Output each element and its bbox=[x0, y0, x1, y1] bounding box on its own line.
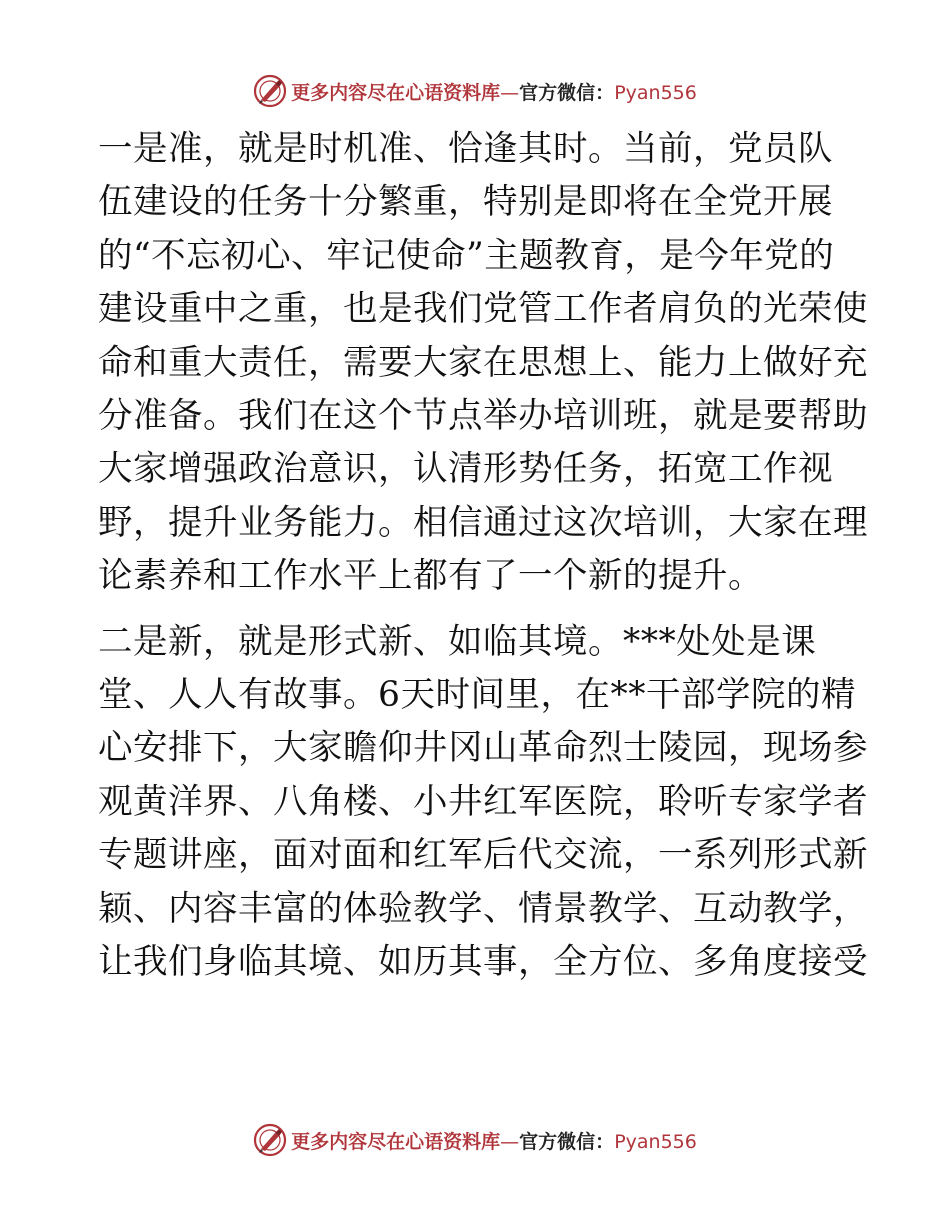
header-banner bbox=[0, 71, 950, 111]
paragraph-2 bbox=[98, 616, 868, 990]
banner-text bbox=[291, 1127, 697, 1154]
text-line: 分准备。我们在这个节点举办培训班，就是要帮助 bbox=[98, 396, 868, 437]
text-line: 心安排下，大家瞻仰井冈山革命烈士陵园，现场参 bbox=[98, 728, 868, 769]
text-line: 论素养和工作水平上都有了一个新的提升。 bbox=[98, 556, 763, 597]
text-line: 命和重大责任，需要大家在思想上、能力上做好充 bbox=[98, 342, 868, 383]
text-line: 大家增强政治意识，认清形势任务，拓宽工作视 bbox=[98, 449, 833, 490]
footer-banner bbox=[0, 1120, 950, 1160]
banner-separator: — bbox=[500, 81, 520, 104]
banner-wechat-label: 官方微信： bbox=[519, 1130, 615, 1153]
paragraph-spacer bbox=[98, 604, 852, 616]
text-line: 让我们身临其境、如历其事，全方位、多角度接受 bbox=[98, 942, 868, 983]
banner-text bbox=[291, 78, 697, 105]
text-line: 观黄洋界、八角楼、小井红军医院，聆听专家学者 bbox=[98, 781, 868, 822]
banner-site-text: 更多内容尽在心语资料库 bbox=[291, 81, 501, 104]
banner-wechat-id: Pyan556 bbox=[614, 1130, 697, 1153]
banner-wechat-label: 官方微信： bbox=[519, 81, 615, 104]
banner-separator: — bbox=[500, 1130, 520, 1153]
text-line: 专题讲座，面对面和红军后代交流，一系列形式新 bbox=[98, 835, 868, 876]
text-line: 伍建设的任务十分繁重，特别是即将在全党开展 bbox=[98, 182, 833, 223]
banner-site-text: 更多内容尽在心语资料库 bbox=[291, 1130, 501, 1153]
text-line: 一是准，就是时机准、恰逢其时。当前，党员队 bbox=[98, 129, 833, 169]
text-line: 建设重中之重，也是我们党管工作者肩负的光荣使 bbox=[98, 289, 868, 330]
text-line: 野，提升业务能力。相信通过这次培训，大家在理 bbox=[98, 502, 868, 543]
pen-logo-icon bbox=[253, 1123, 287, 1157]
banner-wechat-id: Pyan556 bbox=[614, 81, 697, 104]
pen-logo-icon bbox=[253, 74, 287, 108]
document-body bbox=[98, 123, 868, 990]
text-line: 堂、人人有故事。6天时间里，在**干部学院的精 bbox=[98, 675, 856, 716]
paragraph-1 bbox=[98, 123, 868, 604]
text-line: 颖、内容丰富的体验教学、情景教学、互动教学， bbox=[98, 888, 868, 929]
text-line: 的“不忘初心、牢记使命”主题教育，是今年党的 bbox=[98, 235, 835, 276]
text-line: 二是新，就是形式新、如临其境。***处处是课 bbox=[98, 621, 817, 662]
